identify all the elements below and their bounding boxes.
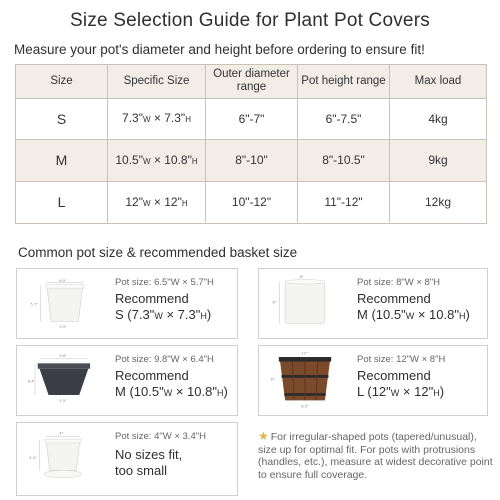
recommendation: Recommend M (10.5"W × 10.8"H) <box>357 291 470 322</box>
no-fit-message: No sizes fit, too small <box>115 447 183 478</box>
small-white-pot-illustration <box>19 425 107 493</box>
dark-bowl-pot-illustration <box>19 348 107 413</box>
cell-max-load: 4kg <box>390 98 487 140</box>
pot-size-text: Pot size: 8"W × 8"H <box>357 277 441 288</box>
header-specific-size: Specific Size <box>108 65 206 99</box>
header-outer-diameter: Outer diameter range <box>206 65 298 99</box>
pot-card-small-white <box>16 268 238 339</box>
cell-specific-size: 10.5"W × 10.8"H <box>108 140 206 182</box>
svg-text:3.9": 3.9" <box>59 324 67 329</box>
svg-text:5.5": 5.5" <box>59 399 67 404</box>
recommendation: Recommend L (12"W × 12"H) <box>357 368 445 399</box>
svg-text:3.4": 3.4" <box>29 456 37 460</box>
cell-specific-size: 12"W × 12"H <box>108 182 206 224</box>
svg-text:6.5": 6.5" <box>59 278 67 283</box>
header-size: Size <box>16 65 108 99</box>
pot-size-text: Pot size: 9.8"W × 6.4"H <box>115 354 214 365</box>
table-row <box>16 140 487 182</box>
svg-text:9.8": 9.8" <box>59 354 67 359</box>
cell-size: L <box>16 182 108 224</box>
cell-size: M <box>16 140 108 182</box>
pot-card-barrel <box>258 345 488 416</box>
white-pot-illustration <box>19 271 107 336</box>
cell-outer-diameter: 10"-12" <box>206 182 298 224</box>
cell-max-load: 12kg <box>390 182 487 224</box>
recommendation: Recommend M (10.5"W × 10.8"H) <box>115 368 228 399</box>
svg-text:5.7": 5.7" <box>30 302 38 307</box>
cell-outer-diameter: 8"-10" <box>206 140 298 182</box>
svg-text:12": 12" <box>301 351 308 356</box>
cell-pot-height: 6"-7.5" <box>298 98 390 140</box>
page-subtitle: Measure your pot's diameter and height before ordering to ensure fit! <box>14 42 425 57</box>
recommendation: Recommend S (7.3"W × 7.3"H) <box>115 291 212 322</box>
pot-card-too-small <box>16 422 238 496</box>
size-table <box>15 64 487 224</box>
pot-card-dark-bowl <box>16 345 238 416</box>
svg-text:8.5": 8.5" <box>301 404 309 409</box>
section-title: Common pot size & recommended basket size <box>18 245 298 260</box>
svg-text:8": 8" <box>270 377 275 382</box>
pot-card-cylinder-white <box>258 268 488 339</box>
cylinder-pot-illustration <box>261 271 349 336</box>
table-row <box>16 182 487 224</box>
cell-pot-height: 8"-10.5" <box>298 140 390 182</box>
table-row <box>16 98 487 140</box>
table-header-row <box>16 65 487 99</box>
cell-specific-size: 7.3"W × 7.3"H <box>108 98 206 140</box>
pot-size-text: Pot size: 12"W × 8"H <box>357 354 446 365</box>
pot-size-text: Pot size: 4"W × 3.4"H <box>115 431 206 442</box>
svg-text:4": 4" <box>59 431 64 436</box>
cell-outer-diameter: 6"-7" <box>206 98 298 140</box>
cell-max-load: 9kg <box>390 140 487 182</box>
svg-text:8": 8" <box>299 275 304 280</box>
star-icon: ★ <box>258 429 269 443</box>
note-text: For irregular-shaped pots (tapered/unusual), size up for optimal fit. For pots with protrusions (handles, etc.), measure at widest decorative point to ensure full coverage. <box>258 431 493 481</box>
pot-size-text: Pot size: 6.5"W × 5.7"H <box>115 277 214 288</box>
header-pot-height: Pot height range <box>298 65 390 99</box>
cell-pot-height: 11"-12" <box>298 182 390 224</box>
cell-size: S <box>16 98 108 140</box>
sizing-note <box>258 430 494 481</box>
header-max-load: Max load <box>390 65 487 99</box>
barrel-pot-illustration <box>261 348 349 413</box>
page-title: Size Selection Guide for Plant Pot Covers <box>70 10 430 31</box>
svg-text:6.4": 6.4" <box>27 379 36 384</box>
svg-text:8": 8" <box>272 300 277 305</box>
